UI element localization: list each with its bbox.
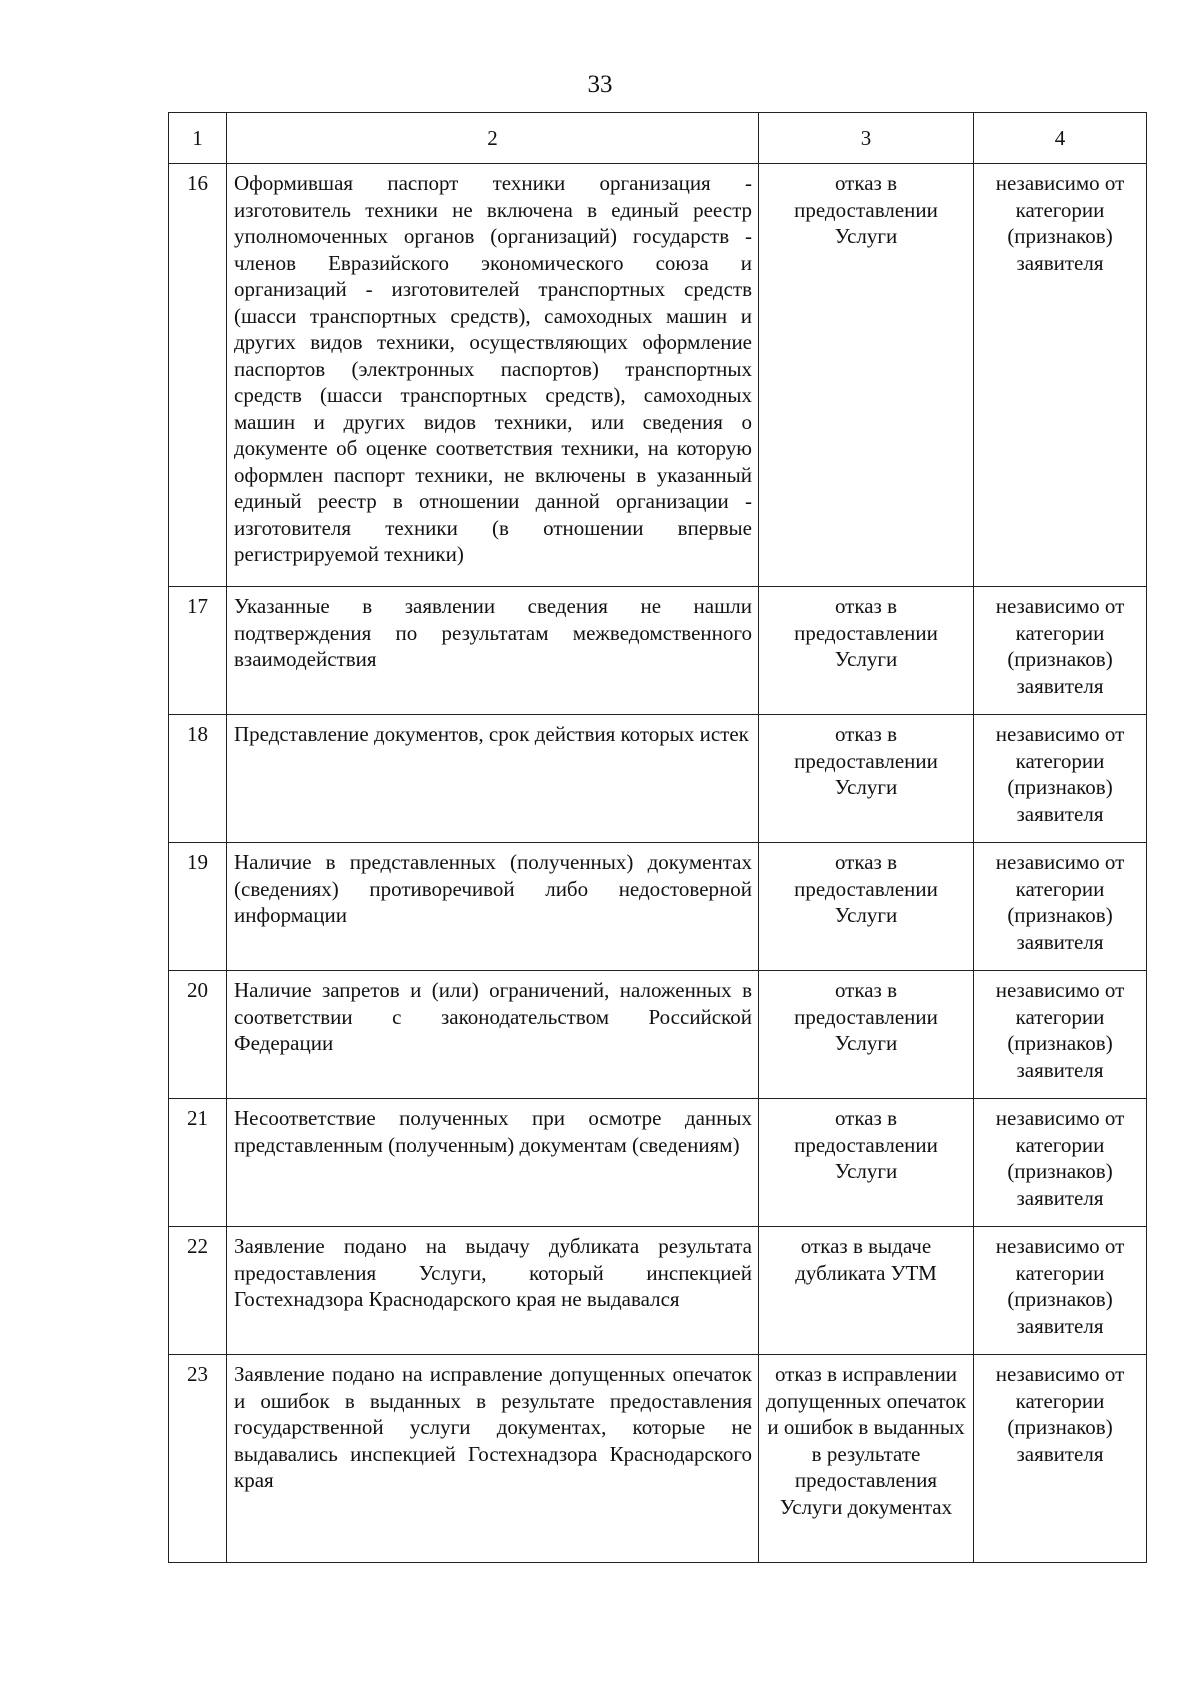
row-description: Наличие в представленных (полученных) документах (сведениях) противоречивой либо недостоверной информации [227, 843, 759, 971]
row-category: независимо от категории (признаков) заявителя [974, 1355, 1147, 1563]
row-result: отказ в предоставлении Услуги [759, 715, 974, 843]
header-col-3: 3 [759, 113, 974, 164]
row-number: 21 [169, 1099, 227, 1227]
table-row [169, 587, 1147, 715]
row-result: отказ в предоставлении Услуги [759, 971, 974, 1099]
row-description: Несоответствие полученных при осмотре данных представленным (полученным) документам (сведениям) [227, 1099, 759, 1227]
table-header-row [169, 113, 1147, 164]
row-number: 19 [169, 843, 227, 971]
row-description: Наличие запретов и (или) ограничений, наложенных в соответствии с законодательством Российской Федерации [227, 971, 759, 1099]
row-result: отказ в исправлении допущенных опечаток и ошибок в выданных в результате предоставления Услуги документах [759, 1355, 974, 1563]
row-description: Представление документов, срок действия которых истек [227, 715, 759, 843]
row-number: 20 [169, 971, 227, 1099]
header-col-1: 1 [169, 113, 227, 164]
page-number: 33 [587, 71, 613, 98]
row-result: отказ в предоставлении Услуги [759, 164, 974, 587]
row-description: Оформившая паспорт техники организация - изготовитель техники не включена в единый реестр уполномоченных органов (организаций) государств - членов Евразийского экономического союза и организаций - изготовителей транспортных средств (шасси транспортных средств), самоходных машин и других видов техники, осуществляющих оформление паспортов (электронных паспортов) транспортных средств (шасси транспортных средств), самоходных машин и других видов техники, или сведения о документе об оценке соответствия техники, на которую оформлен паспорт техники, не включены в указанный единый реестр в отношении данной организации - изготовителя техники (в отношении впервые регистрируемой техники) [227, 164, 759, 587]
row-category: независимо от категории (признаков) заявителя [974, 843, 1147, 971]
row-number: 23 [169, 1355, 227, 1563]
row-number: 17 [169, 587, 227, 715]
row-description: Заявление подано на исправление допущенных опечаток и ошибок в выданных в результате предоставления государственной услуги документах, которые не выдавались инспекцией Гостехнадзора Краснодарского края [227, 1355, 759, 1563]
row-result: отказ в предоставлении Услуги [759, 587, 974, 715]
table-row [169, 1227, 1147, 1355]
table-row [169, 715, 1147, 843]
row-category: независимо от категории (признаков) заявителя [974, 164, 1147, 587]
table-row [169, 164, 1147, 587]
table-row [169, 971, 1147, 1099]
header-col-4: 4 [974, 113, 1147, 164]
row-number: 18 [169, 715, 227, 843]
row-result: отказ в выдаче дубликата УТМ [759, 1227, 974, 1355]
row-number: 22 [169, 1227, 227, 1355]
header-col-2: 2 [227, 113, 759, 164]
row-description: Указанные в заявлении сведения не нашли подтверждения по результатам межведомственного взаимодействия [227, 587, 759, 715]
row-result: отказ в предоставлении Услуги [759, 1099, 974, 1227]
row-category: независимо от категории (признаков) заявителя [974, 971, 1147, 1099]
row-number: 16 [169, 164, 227, 587]
row-description: Заявление подано на выдачу дубликата результата предоставления Услуги, который инспекцией Гостехнадзора Краснодарского края не выдавался [227, 1227, 759, 1355]
row-category: независимо от категории (признаков) заявителя [974, 1099, 1147, 1227]
row-result: отказ в предоставлении Услуги [759, 843, 974, 971]
requirements-table [168, 112, 1147, 1563]
row-category: независимо от категории (признаков) заявителя [974, 715, 1147, 843]
row-category: независимо от категории (признаков) заявителя [974, 587, 1147, 715]
table-row [169, 1355, 1147, 1563]
row-category: независимо от категории (признаков) заявителя [974, 1227, 1147, 1355]
table-row [169, 843, 1147, 971]
table-row [169, 1099, 1147, 1227]
